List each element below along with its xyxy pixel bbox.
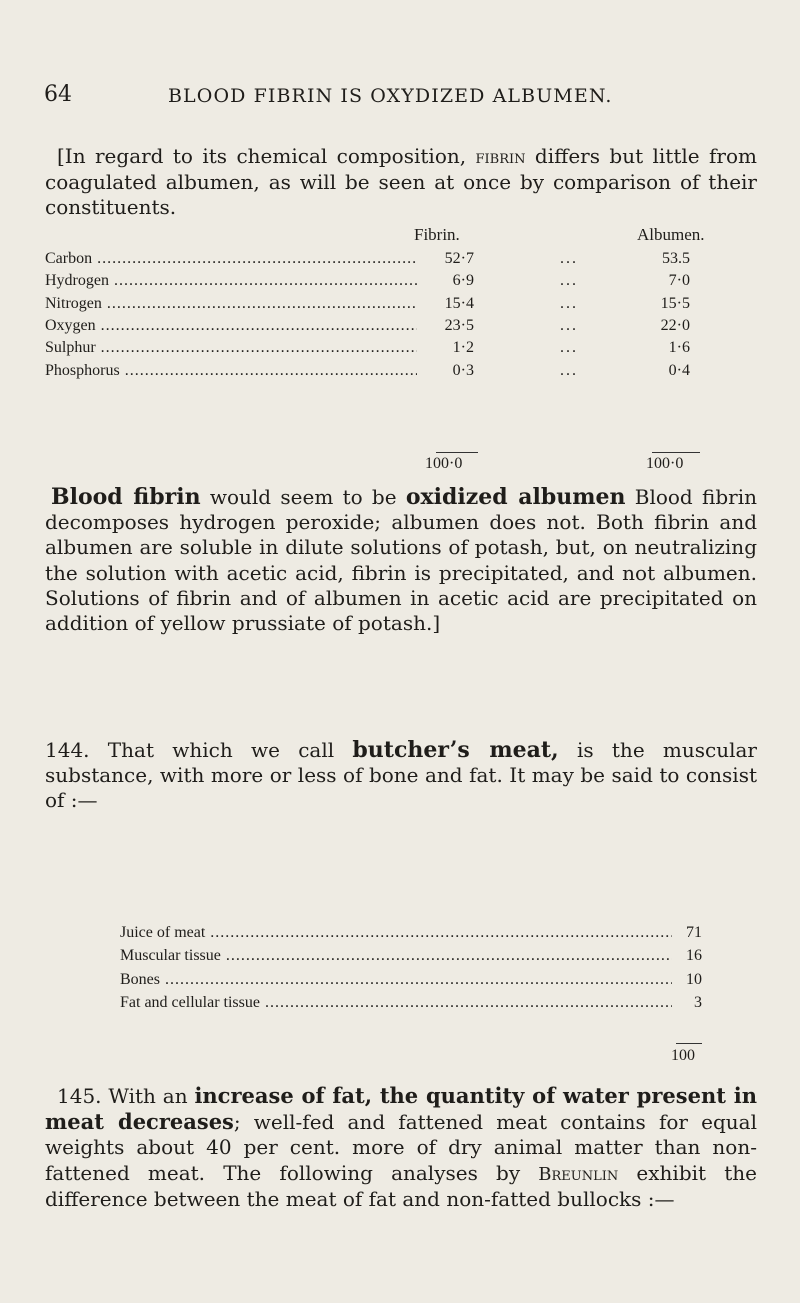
blood-fibrin-paragraph (45, 485, 757, 636)
comp-row-albumen: 53.5 (662, 250, 690, 267)
butchers-meat-bold: butcher’s meat, (352, 737, 559, 763)
comp-row-albumen: 22·0 (660, 316, 690, 334)
page-number: 64 (44, 82, 72, 107)
comp-row-albumen: 15·5 (660, 294, 690, 312)
comp-row-label: Hydrogen ..... (45, 272, 417, 290)
meat-sum-rule (676, 1043, 702, 1044)
meat-row-label: Juice of meat ..... (120, 924, 672, 942)
meat-row-value: 3 (672, 994, 702, 1012)
author-breunlin: Breunlin (538, 1163, 619, 1185)
p145-text-3: exhibit the difference between the meat of fat and non-fatted bullocks :— (45, 1160, 757, 1211)
meat-row-value: 10 (672, 971, 702, 989)
comp-row-ellipsis: ... (560, 316, 578, 334)
fibrin-total: 100·0 (425, 455, 463, 472)
albumen-sum-rule (652, 452, 700, 453)
intro-paragraph (45, 144, 757, 221)
comp-row-fibrin: 23·5 (420, 317, 474, 335)
blood-fibrin-bold: Blood fibrin (51, 484, 201, 510)
blood-text-1: would seem to be (200, 485, 406, 509)
intro-text-1: [In regard to its chemical composition, (57, 144, 476, 168)
comp-row-fibrin: 1·2 (420, 339, 474, 357)
p144-text-2: is the muscular substance, with more or less of bone and fat. It may be said to consist of :— (45, 738, 757, 813)
meat-total: 100 (671, 1047, 695, 1064)
intro-text-2: differs but little from coagulated albumen, as will be seen at once by comparison of their constituents. (45, 144, 757, 220)
running-title: BLOOD FIBRIN IS OXYDIZED ALBUMEN. (168, 85, 613, 107)
running-header (44, 82, 764, 110)
fat-water-bold: increase of fat, the quantity of water present in meat decreases (45, 1083, 757, 1135)
meat-row-label: Bones ..... (120, 971, 672, 989)
col-header-fibrin: Fibrin. (414, 225, 460, 244)
comp-row-fibrin: 0·3 (420, 362, 474, 380)
comp-row-label: Phosphorus ..... (45, 362, 417, 380)
intro-fibrin-smallcaps: fibrin (475, 147, 526, 168)
paragraph-144 (45, 738, 757, 814)
comp-row-label: Nitrogen ..... (45, 295, 417, 313)
comp-row-fibrin: 15·4 (420, 295, 474, 313)
blood-text-2: Blood fibrin decomposes hydrogen peroxide; albumen does not. Both fibrin and albumen are soluble in dilute solutions of potash, but, on neutralizing the solution with acetic acid, fibrin is precipitated, and not albumen. Solutions of fibrin and of albumen in acetic acid are precipitated on addition of yellow prussiate of potash.] (45, 485, 757, 636)
comp-row-albumen: 1·6 (668, 339, 690, 357)
comp-row-label: Carbon ..... (45, 250, 417, 268)
fibrin-sum-rule (436, 452, 478, 453)
meat-row-label: Fat and cellular tissue ..... (120, 994, 672, 1012)
p145-text-2: ; well-fed and fattened meat contains for equal weights about 40 per cent. more of dry animal matter than non-fattened meat. The following analyses by (45, 1110, 757, 1185)
comp-row-ellipsis: ... (560, 250, 578, 267)
comp-row-albumen: 7·0 (668, 272, 690, 290)
meat-row-value: 16 (672, 947, 702, 965)
col-header-albumen: Albumen. (637, 225, 705, 244)
p145-text-1: 145. With an (57, 1084, 195, 1108)
comp-row-ellipsis: ... (560, 339, 578, 357)
comp-row-fibrin: 52·7 (420, 250, 474, 268)
meat-row-label: Muscular tissue ..... (120, 947, 672, 965)
comp-row-albumen: 0·4 (668, 361, 690, 379)
albumen-total: 100·0 (646, 455, 684, 472)
meat-row-value: 71 (672, 924, 702, 942)
comp-row-fibrin: 6·9 (420, 272, 474, 290)
comp-row-label: Sulphur ..... (45, 339, 417, 357)
comp-row-ellipsis: ... (560, 294, 578, 312)
comp-row-ellipsis: ... (560, 361, 578, 379)
comp-row-ellipsis: ... (560, 272, 578, 290)
p144-text-1: 144. That which we call (45, 738, 353, 762)
paragraph-145 (45, 1083, 757, 1212)
comp-row-label: Oxygen ..... (45, 317, 417, 335)
oxidized-albumen-bold: oxidized albumen (405, 484, 626, 510)
